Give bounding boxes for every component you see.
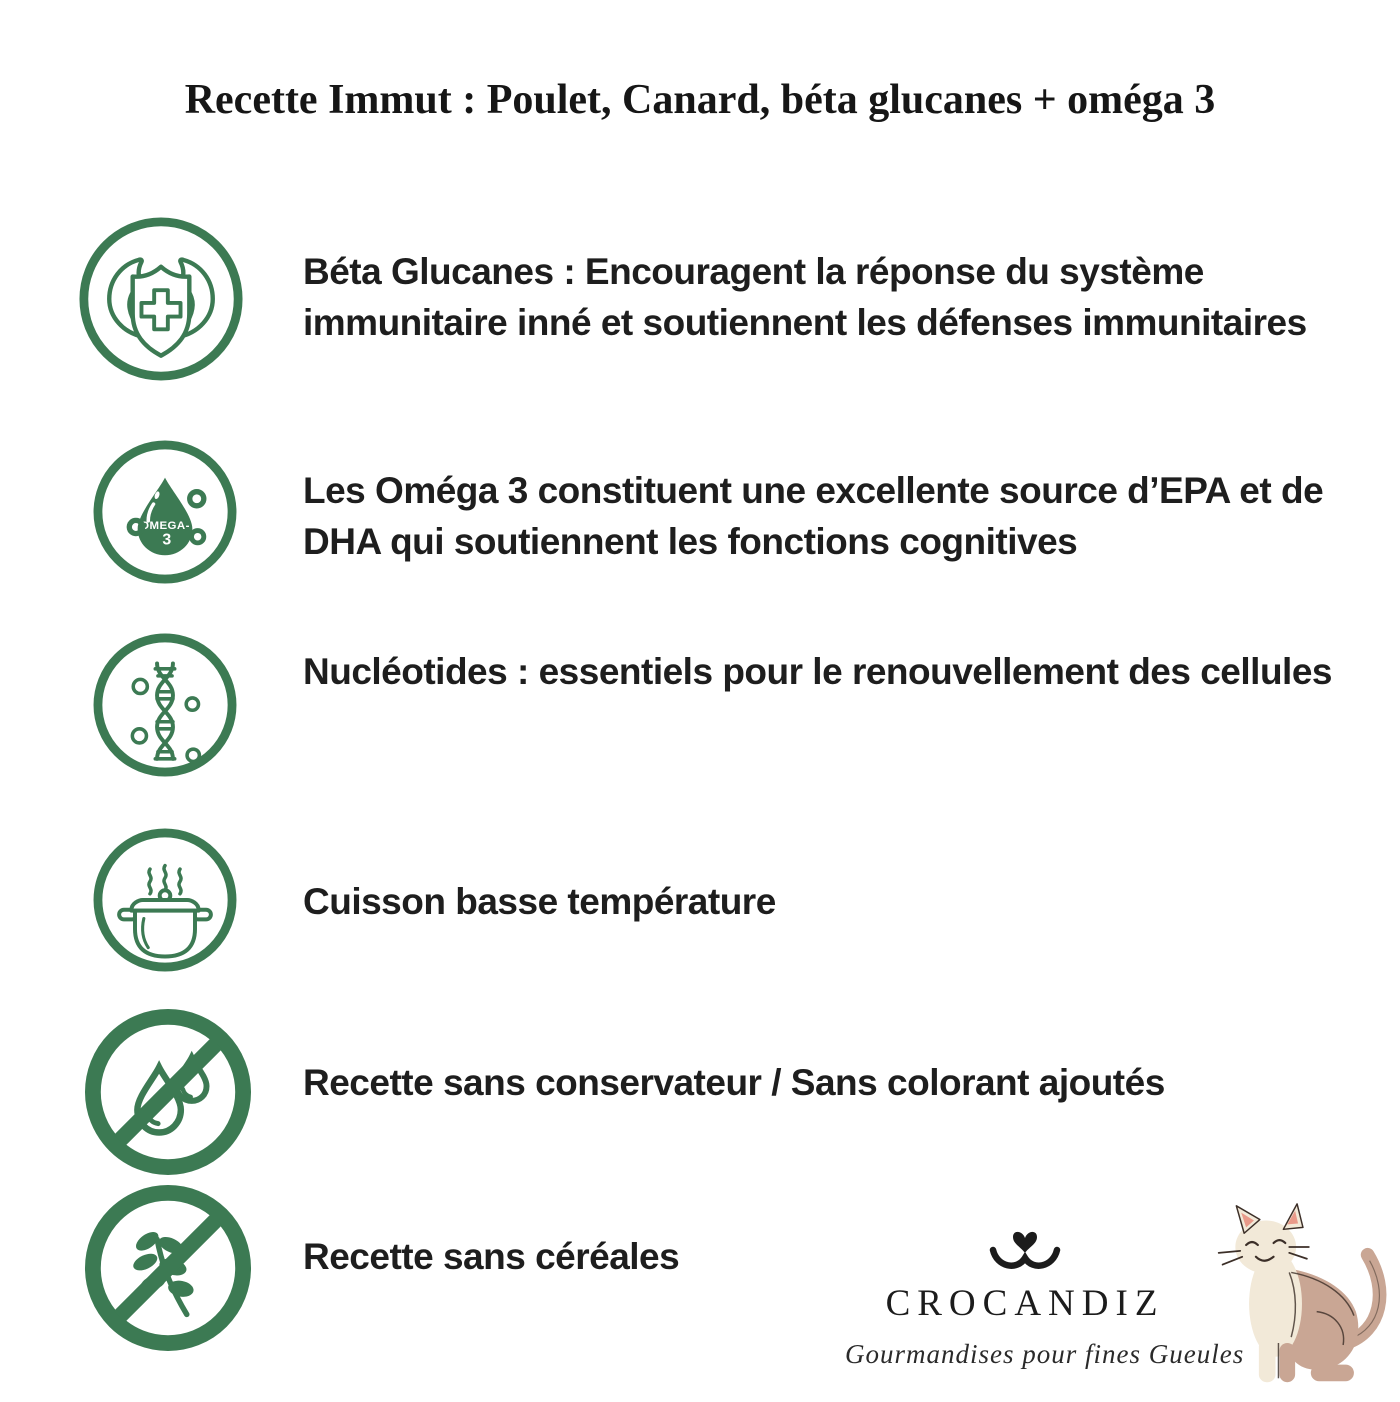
cat-nose-smile-icon: [975, 1224, 1075, 1276]
immune-shield-icon: [78, 216, 244, 382]
feature-text-nucleotides: Nucléotides : essentiels pour le renouvellement des cellules: [303, 651, 1332, 692]
dna-icon: [90, 630, 240, 780]
cooking-pot-icon: [90, 825, 240, 975]
omega3-droplet-icon: [90, 437, 240, 587]
cat-illustration-icon: [1203, 1192, 1399, 1402]
brand-name: CROCANDIZ: [885, 1283, 1165, 1324]
omega-label-bottom: 3: [162, 531, 172, 549]
brand-logo: [845, 1224, 1245, 1370]
page-title: Recette Immut : Poulet, Canard, béta glucanes + oméga 3: [184, 77, 1216, 123]
feature-text-beta-glucanes: Béta Glucanes : Encouragent la réponse du système immunitaire inné et soutiennent les défenses immunitaires: [303, 251, 1307, 344]
brand-tagline: Gourmandises pour fines Gueules: [845, 1339, 1245, 1369]
feature-text-sans-conservateur: Recette sans conservateur / Sans colorant ajoutés: [303, 1062, 1165, 1103]
omega-label-top: OMEGA-: [140, 519, 190, 532]
feature-text-cuisson: Cuisson basse température: [303, 881, 776, 922]
feature-text-sans-cereales: Recette sans céréales: [303, 1236, 680, 1277]
no-cereals-icon: [84, 1184, 252, 1352]
feature-text-omega3: Les Oméga 3 constituent une excellente source d’EPA et de DHA qui soutiennent les fonctions cognitives: [303, 470, 1324, 563]
no-preservatives-icon: [84, 1008, 252, 1176]
